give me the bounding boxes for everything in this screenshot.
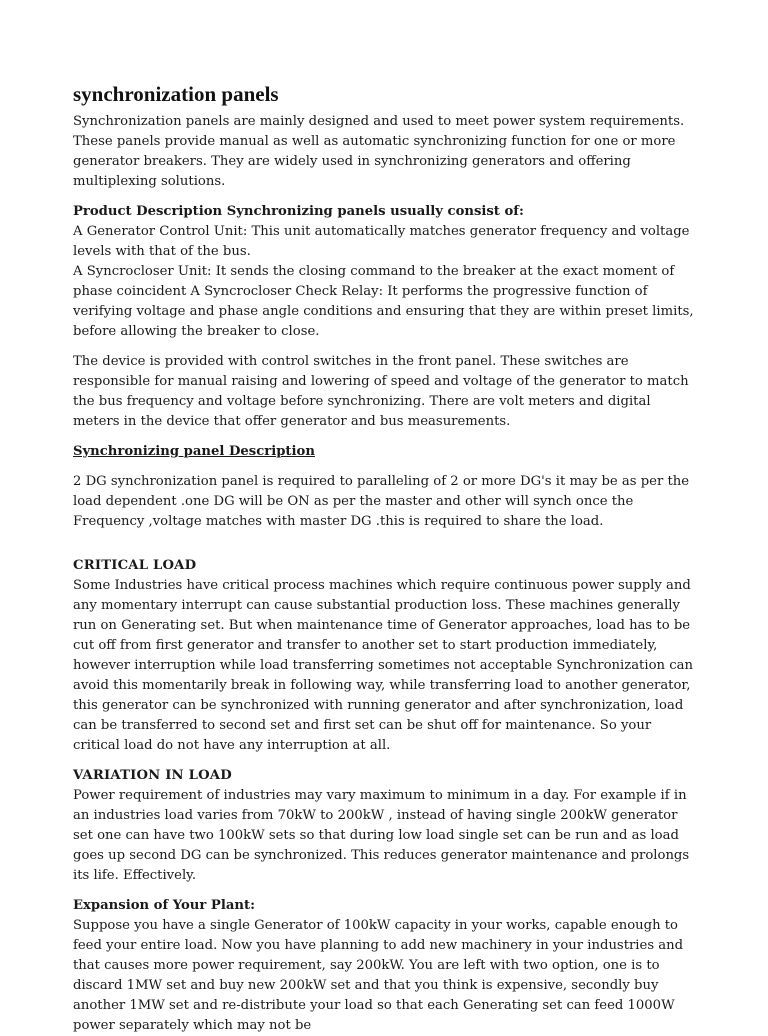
document-page bbox=[73, 80, 698, 1036]
critical-load-heading: CRITICAL LOAD bbox=[73, 558, 197, 573]
panel-description-paragraph: 2 DG synchronization panel is required to paralleling of 2 or more DG's it may be as per the load dependent .one DG will be ON as per the master and other will synch once the Frequency ,voltage matches with master DG .this is required to share the load. bbox=[73, 474, 690, 529]
page-title: synchronization panels bbox=[73, 82, 279, 106]
device-paragraph: The device is provided with control switches in the front panel. These switches are responsible for manual raising and lowering of speed and voltage of the generator to match the bus frequency and voltage before synchronizing. There are volt meters and digital meters in the device that offer generator and bus measurements. bbox=[73, 354, 689, 429]
variation-in-load-heading: VARIATION IN LOAD bbox=[73, 768, 232, 783]
expansion-paragraph: Suppose you have a single Generator of 100kW capacity in your works, capable enough to feed your entire load. Now you have planning to add new machinery in your industries and that causes more power requirement, say 200kW. You are left with two option, one is to discard 1MW set and buy new 200kW set and that you think is expensive, secondly buy another 1MW set and re-distribute your load so that each Generating set can feed 1000W power separately which may not be bbox=[73, 918, 684, 1033]
syncrocloser-unit-paragraph: A Syncrocloser Unit: It sends the closing command to the breaker at the exact moment of phase coincident A Syncrocloser Check Relay: It performs the progressive function of verifying voltage and phase angle conditions and ensuring that they are within preset limits, before allowing the breaker to close. bbox=[73, 264, 694, 339]
product-description-heading: Product Description Synchronizing panels usually consist of: bbox=[73, 204, 524, 219]
intro-paragraph: Synchronization panels are mainly designed and used to meet power system requirements. These panels provide manual as well as automatic synchronizing function for one or more generator breakers. They are widely used in synchronizing generators and offering multiplexing solutions. bbox=[73, 114, 685, 189]
expansion-heading: Expansion of Your Plant: bbox=[73, 898, 255, 913]
critical-load-paragraph: Some Industries have critical process machines which require continuous power supply and any momentary interrupt can cause substantial production loss. These machines generally run on Generating set. But when maintenance time of Generator approaches, load has to be cut off from first generator and transfer to another set to start production immediately, however interruption while load transferring sometimes not acceptable Synchronization can avoid this momentarily break in following way, while transferring load to another generator, this generator can be synchronized with running generator and after synchronization, load can be transferred to second set and first set can be shut off for maintenance. So your critical load do not have any interruption at all. bbox=[73, 578, 693, 753]
generator-control-unit-paragraph: A Generator Control Unit: This unit automatically matches generator frequency and voltage levels with that of the bus. bbox=[73, 224, 690, 259]
variation-in-load-paragraph: Power requirement of industries may vary maximum to minimum in a day. For example if in an industries load varies from 70kW to 200kW , instead of having single 200kW generator set one can have two 100kW sets so that during low load single set can be run and as load goes up second DG can be synchronized. This reduces generator maintenance and prolongs its life. Effectively. bbox=[73, 788, 690, 883]
panel-description-heading: Synchronizing panel Description bbox=[73, 444, 315, 459]
